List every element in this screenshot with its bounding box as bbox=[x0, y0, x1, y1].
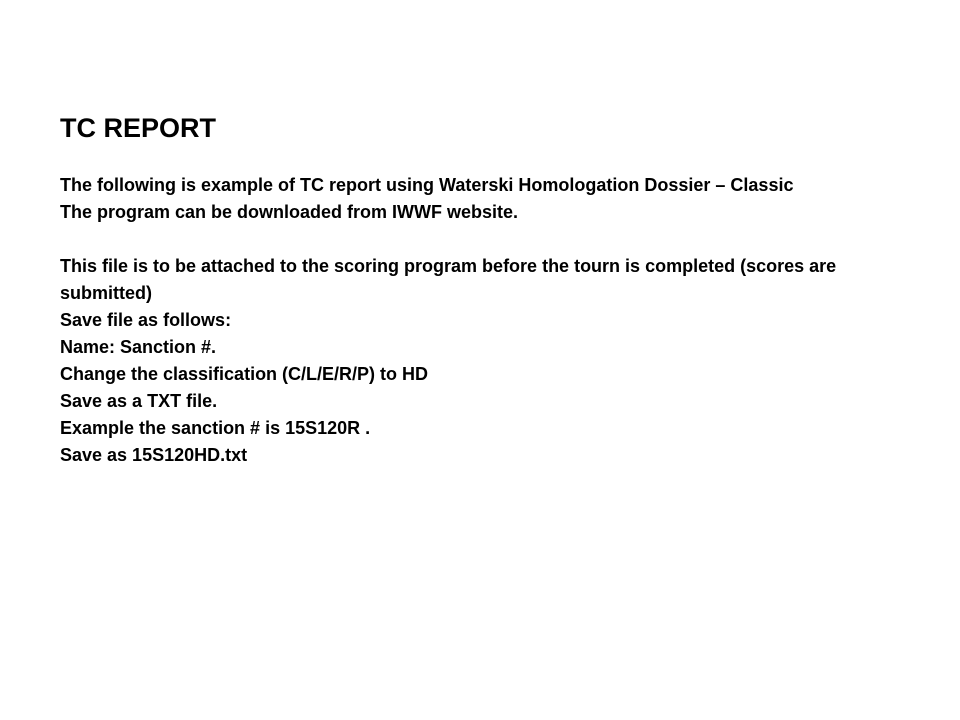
intro-line-1: The following is example of TC report using Waterski Homologation Dossier – Classic bbox=[60, 175, 794, 195]
body-line-change-classification: Change the classification (C/L/E/R/P) to HD bbox=[60, 364, 429, 384]
slide-content bbox=[60, 108, 930, 469]
body-line-name-sanction: Name: Sanction #. bbox=[60, 337, 217, 357]
body-line-save-txt: Save as a TXT file. bbox=[60, 391, 218, 411]
intro-line-2: The program can be downloaded from IWWF website. bbox=[60, 202, 519, 222]
body-line-save-as-follows: Save file as follows: bbox=[60, 310, 232, 330]
body-line-example-sanction: Example the sanction # is 15S120R . bbox=[60, 418, 371, 438]
body-line-attach-note: This file is to be attached to the scoring program before the tourn is completed (scores are submitted) bbox=[60, 256, 837, 303]
body-line-save-filename: Save as 15S120HD.txt bbox=[60, 445, 248, 465]
paragraph-spacer bbox=[60, 226, 930, 253]
page-title: TC REPORT bbox=[60, 113, 217, 143]
